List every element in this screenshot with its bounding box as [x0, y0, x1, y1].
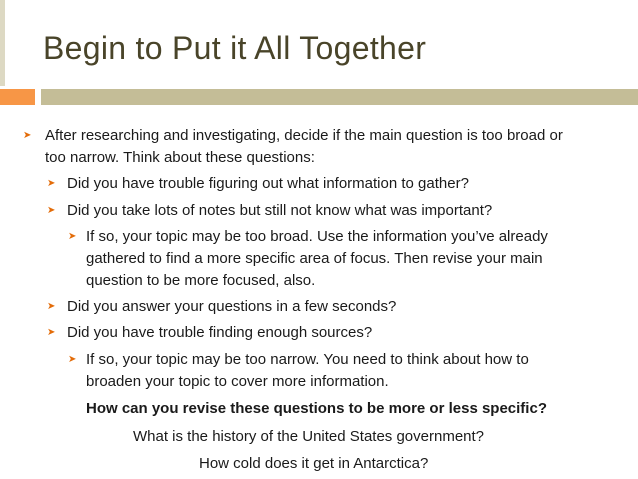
- broad-note-line-1: If so, your topic may be too broad. Use the information you’ve already: [86, 228, 548, 245]
- title-divider-band: [0, 89, 638, 105]
- arrow-bullet-icon: ➤: [68, 231, 77, 242]
- narrow-note-line-1: If so, your topic may be too narrow. You need to think about how to: [86, 351, 529, 368]
- arrow-bullet-icon: ➤: [23, 130, 32, 141]
- narrow-question-2: Did you have trouble finding enough sources?: [67, 324, 373, 341]
- arrow-bullet-icon: ➤: [47, 178, 56, 189]
- slide-title: Begin to Put it All Together: [43, 30, 427, 66]
- title-frame-accent: [0, 0, 5, 86]
- broad-question-2: Did you take lots of notes but still not know what was important?: [67, 202, 493, 219]
- broad-question-1: Did you have trouble figuring out what information to gather?: [67, 175, 469, 192]
- arrow-bullet-icon: ➤: [47, 327, 56, 338]
- intro-line-1: After researching and investigating, decide if the main question is too broad or: [45, 127, 563, 144]
- divider-olive-bar: [41, 89, 638, 105]
- revise-prompt: How can you revise these questions to be more or less specific?: [86, 400, 547, 417]
- example-question-1: What is the history of the United States government?: [133, 428, 485, 445]
- broad-note-line-3: question to be more focused, also.: [86, 272, 316, 289]
- example-question-2: How cold does it get in Antarctica?: [199, 455, 429, 472]
- broad-note-line-2: gathered to find a more specific area of focus. Then revise your main: [86, 250, 543, 267]
- arrow-bullet-icon: ➤: [47, 205, 56, 216]
- divider-orange-block: [0, 89, 35, 105]
- intro-line-2: too narrow. Think about these questions:: [45, 149, 315, 166]
- arrow-bullet-icon: ➤: [68, 354, 77, 365]
- arrow-bullet-icon: ➤: [47, 301, 56, 312]
- narrow-question-1: Did you answer your questions in a few seconds?: [67, 298, 397, 315]
- narrow-note-line-2: broaden your topic to cover more information.: [86, 373, 389, 390]
